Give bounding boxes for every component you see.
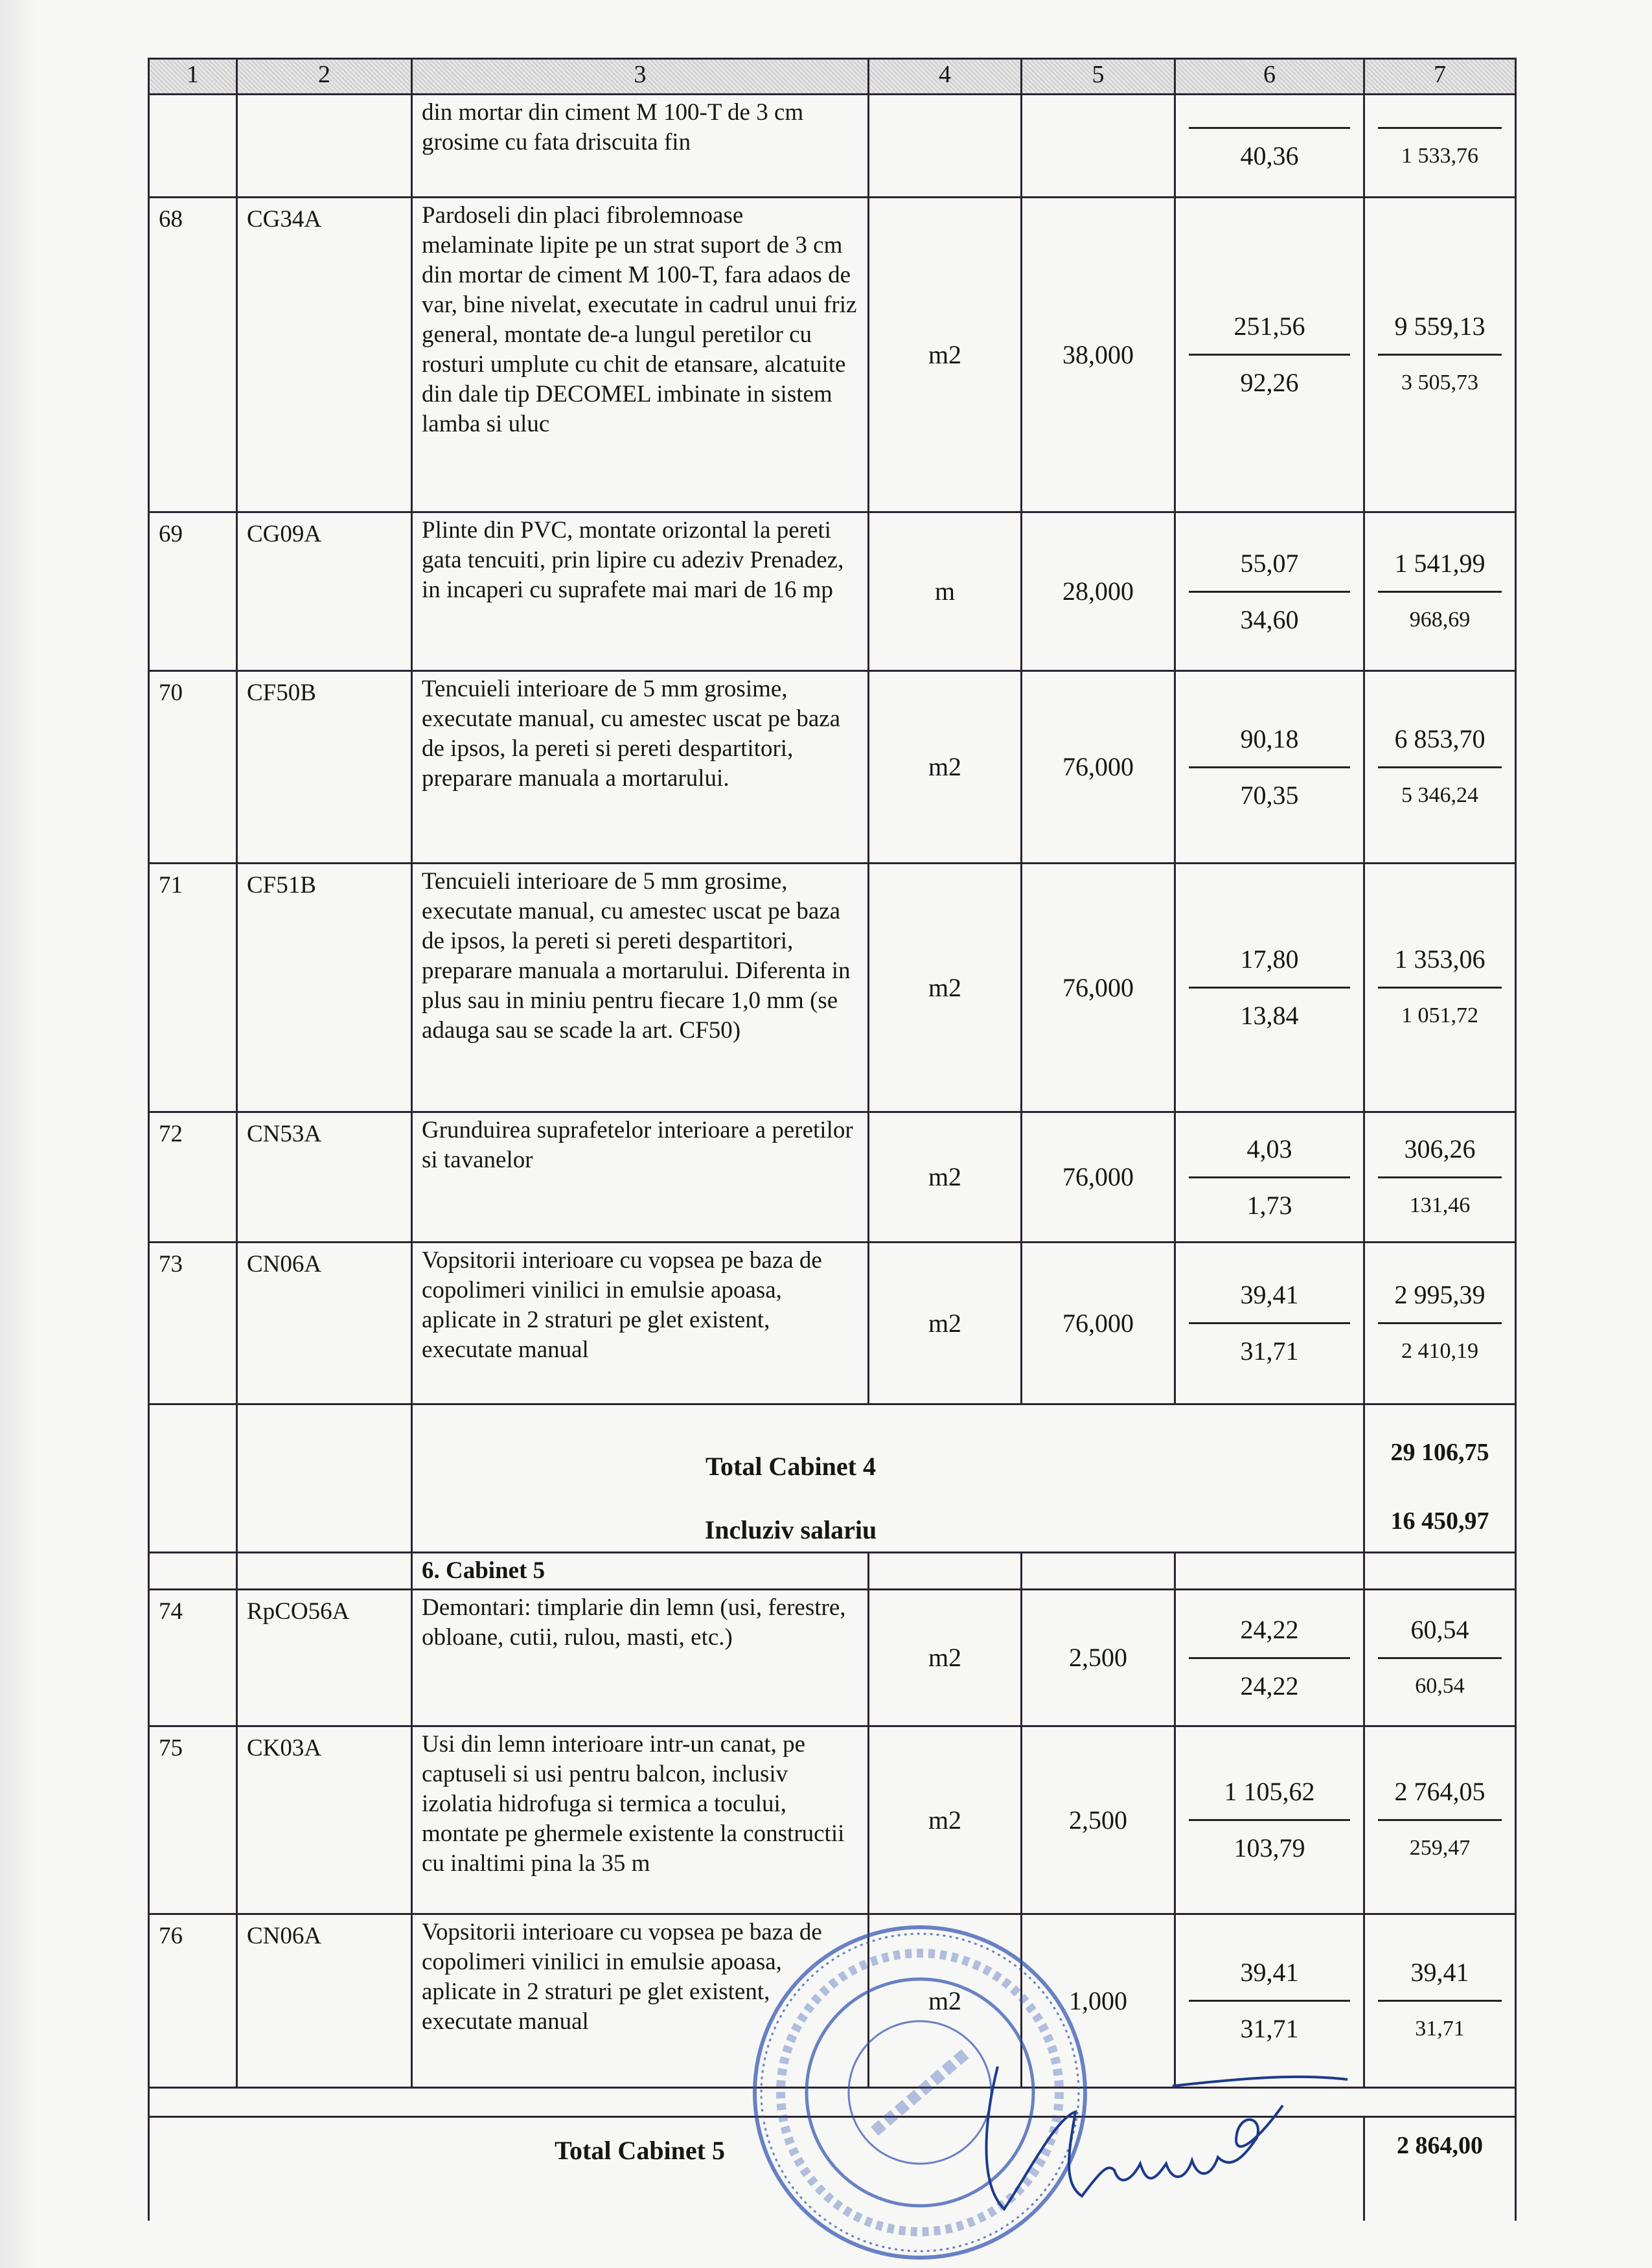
table-row	[149, 95, 1516, 198]
item-code: CF50B	[237, 671, 412, 864]
unit-price-cell	[1175, 95, 1364, 198]
fraction-line	[1378, 591, 1502, 593]
value-salary: 31,71	[1240, 2014, 1299, 2043]
fraction-line	[1378, 1819, 1502, 1821]
item-code: CG34A	[237, 198, 412, 512]
item-number: 69	[149, 512, 237, 671]
value-salary: 34,60	[1240, 604, 1299, 634]
column-number: 4	[869, 59, 1022, 95]
item-unit: m2	[869, 671, 1022, 864]
value-total: 55,07	[1240, 548, 1299, 578]
item-description: din mortar din ciment M 100-T de 3 cm grosime cu fata driscuita fin	[412, 95, 869, 198]
section-title: 6. Cabinet 5	[412, 1553, 869, 1590]
value-salary: 13,84	[1240, 1001, 1299, 1030]
item-description: Pardoseli din placi fibrolemnoase melaminate lipite pe un strat suport de 3 cm din mortar de ciment M 100-T, fara adaos de var, bine nivelat, executate in cadrul unui friz general, montate de-a lungul peretilor cu rosturi umplute cu chit de etansare, alcatuite din dale tip DECOMEL imbinate in sistem lamba si uluc	[412, 198, 869, 512]
item-quantity: 76,000	[1022, 1112, 1175, 1243]
fraction-line	[1378, 987, 1502, 989]
total-cell	[1364, 198, 1516, 512]
value-total: 2 995,39	[1394, 1280, 1486, 1309]
fraction-line	[1189, 1819, 1350, 1821]
section-heading-row	[149, 1553, 1516, 1590]
table-row	[149, 1243, 1516, 1404]
item-number: 76	[149, 1914, 237, 2088]
item-code: CN06A	[237, 1914, 412, 2088]
fraction-line	[1189, 1657, 1350, 1659]
value-total: 251,56	[1233, 312, 1305, 341]
salary-value: 16 450,97	[1390, 1507, 1489, 1535]
item-quantity: 76,000	[1022, 671, 1175, 864]
item-quantity: 2,500	[1022, 1590, 1175, 1726]
value-total: 60,54	[1410, 1614, 1469, 1644]
value-salary: 1,73	[1246, 1190, 1292, 1220]
column-number: 6	[1175, 59, 1364, 95]
fraction-line	[1378, 1176, 1502, 1178]
value-salary: 31,71	[1415, 2017, 1465, 2041]
item-quantity: 76,000	[1022, 1243, 1175, 1404]
value-salary: 24,22	[1240, 1671, 1299, 1701]
item-number: 73	[149, 1243, 237, 1404]
value-total: 39,41	[1240, 1958, 1299, 1987]
value-salary: 131,46	[1409, 1193, 1471, 1217]
column-number: 1	[149, 59, 237, 95]
item-number: 71	[149, 864, 237, 1112]
total-cabinet-5-row	[149, 2117, 1516, 2221]
item-unit: m2	[869, 1590, 1022, 1726]
fraction-line	[1189, 591, 1350, 593]
fraction-line	[1189, 354, 1350, 356]
total-cell	[1364, 95, 1516, 198]
total-label: Total Cabinet 5	[554, 2136, 725, 2165]
unit-price-cell	[1175, 198, 1364, 512]
total-cell	[1364, 1243, 1516, 1404]
total-cabinet-4-row	[149, 1404, 1516, 1553]
fraction-line	[1189, 987, 1350, 989]
value-salary: 5 346,24	[1401, 783, 1478, 807]
fraction-line	[1189, 127, 1350, 129]
item-description: Vopsitorii interioare cu vopsea pe baza de copolimeri vinilici in emulsie apoasa, aplicate in 2 straturi pe glet existent, executate manual	[412, 1914, 869, 2088]
value-salary: 70,35	[1240, 780, 1299, 810]
unit-price-cell	[1175, 1112, 1364, 1243]
item-description: Tencuieli interioare de 5 mm grosime, executate manual, cu amestec uscat pe baza de ipsos, la pereti si pereti despartitori, preparare manuala a mortarului. Diferenta in plus sau in miniu pentru fiecare 1,0 mm (se adauga sau se scade la art. CF50)	[412, 864, 869, 1112]
value-total: 17,80	[1240, 945, 1299, 974]
item-code: CN53A	[237, 1112, 412, 1243]
item-description: Vopsitorii interioare cu vopsea pe baza de copolimeri vinilici in emulsie apoasa, aplicate in 2 straturi pe glet existent, executate manual	[412, 1243, 869, 1404]
table-row	[149, 1914, 1516, 2088]
item-code: RpCO56A	[237, 1590, 412, 1726]
value-salary: 3 505,73	[1401, 371, 1478, 395]
unit-price-cell	[1175, 1914, 1364, 2088]
unit-price-cell	[1175, 1726, 1364, 1914]
fraction-line	[1378, 1657, 1502, 1659]
item-code: CK03A	[237, 1726, 412, 1914]
value-total: 90,18	[1240, 724, 1299, 753]
total-cell	[1364, 512, 1516, 671]
total-value: 29 106,75	[1390, 1439, 1489, 1466]
table-row	[149, 1590, 1516, 1726]
total-label: Total Cabinet 4	[705, 1452, 876, 1481]
value-salary: 31,71	[1240, 1336, 1299, 1366]
value-salary: 1 051,72	[1401, 1003, 1478, 1027]
item-description: Usi din lemn interioare intr-un canat, pe captuseli si usi pentru balcon, inclusiv izolatia hidrofuga si termica a tocului, montate pe ghermele existente la constructii cu inaltimi pina la 35 m	[412, 1726, 869, 1914]
value-salary: 92,26	[1240, 368, 1299, 397]
item-quantity: 38,000	[1022, 198, 1175, 512]
column-number: 5	[1022, 59, 1175, 95]
unit-price-cell	[1175, 864, 1364, 1112]
column-number-row	[149, 59, 1516, 95]
total-cell	[1364, 1112, 1516, 1243]
item-unit: m2	[869, 198, 1022, 512]
item-unit: m2	[869, 1243, 1022, 1404]
total-cell	[1364, 1914, 1516, 2088]
estimate-table	[148, 58, 1517, 2221]
spacer-row	[149, 2088, 1516, 2117]
value-salary: 40,36	[1240, 141, 1299, 170]
item-quantity: 1,000	[1022, 1914, 1175, 2088]
value-salary: 103,79	[1233, 1833, 1305, 1862]
item-unit: m2	[869, 864, 1022, 1112]
item-description: Grunduirea suprafetelor interioare a peretilor si tavanelor	[412, 1112, 869, 1243]
value-total: 1 105,62	[1224, 1777, 1315, 1806]
page-fold-shadow	[0, 0, 39, 2268]
item-code: CG09A	[237, 512, 412, 671]
value-total: 1 541,99	[1394, 548, 1486, 578]
item-unit: m2	[869, 1914, 1022, 2088]
item-description: Plinte din PVC, montate orizontal la pereti gata tencuiti, prin lipire cu adeziv Prenadez, in incaperi cu suprafete mai mari de 16 mp	[412, 512, 869, 671]
value-salary: 1 533,76	[1401, 143, 1478, 168]
fraction-line	[1378, 1322, 1502, 1324]
item-quantity: 28,000	[1022, 512, 1175, 671]
value-total: 1 353,06	[1394, 945, 1486, 974]
table-row	[149, 1112, 1516, 1243]
value-total: 6 853,70	[1394, 724, 1486, 753]
fraction-line	[1378, 766, 1502, 768]
total-cell	[1364, 864, 1516, 1112]
item-quantity: 76,000	[1022, 864, 1175, 1112]
value-total: 39,41	[1240, 1280, 1299, 1309]
fraction-line	[1189, 766, 1350, 768]
unit-price-cell	[1175, 1243, 1364, 1404]
unit-price-cell	[1175, 1590, 1364, 1726]
value-total: 9 559,13	[1394, 312, 1486, 341]
total-cell	[1364, 671, 1516, 864]
item-number: 70	[149, 671, 237, 864]
item-description: Demontari: timplarie din lemn (usi, ferestre, obloane, cutii, rulou, masti, etc.)	[412, 1590, 869, 1726]
fraction-line	[1189, 2000, 1350, 2002]
table-row	[149, 1726, 1516, 1914]
value-total: 24,22	[1240, 1614, 1299, 1644]
total-value: 2 864,00	[1397, 2132, 1483, 2159]
item-description: Tencuieli interioare de 5 mm grosime, executate manual, cu amestec uscat pe baza de ipsos, la pereti si pereti despartitori, preparare manuala a mortarului.	[412, 671, 869, 864]
value-total: 4,03	[1246, 1134, 1292, 1163]
column-number: 2	[237, 59, 412, 95]
value-total: 306,26	[1404, 1134, 1476, 1163]
fraction-line	[1378, 2000, 1502, 2002]
unit-price-cell	[1175, 512, 1364, 671]
value-salary: 259,47	[1409, 1836, 1471, 1860]
item-unit: m2	[869, 1112, 1022, 1243]
item-number: 72	[149, 1112, 237, 1243]
fraction-line	[1189, 1322, 1350, 1324]
salary-label: Incluziv salariu	[704, 1515, 877, 1544]
fraction-line	[1378, 127, 1502, 129]
value-total: 39,41	[1410, 1958, 1469, 1987]
total-cell	[1364, 1590, 1516, 1726]
item-unit: m	[869, 512, 1022, 671]
item-code: CN06A	[237, 1243, 412, 1404]
total-cell	[1364, 1726, 1516, 1914]
item-number: 74	[149, 1590, 237, 1726]
value-total: 2 764,05	[1394, 1777, 1486, 1806]
value-salary: 2 410,19	[1401, 1339, 1478, 1363]
item-number: 75	[149, 1726, 237, 1914]
table-row	[149, 512, 1516, 671]
fraction-line	[1189, 1176, 1350, 1178]
item-number: 68	[149, 198, 237, 512]
item-unit: m2	[869, 1726, 1022, 1914]
item-code: CF51B	[237, 864, 412, 1112]
table-row	[149, 864, 1516, 1112]
table-row	[149, 198, 1516, 512]
item-quantity: 2,500	[1022, 1726, 1175, 1914]
unit-price-cell	[1175, 671, 1364, 864]
value-salary: 60,54	[1415, 1673, 1465, 1698]
column-number: 7	[1364, 59, 1516, 95]
value-salary: 968,69	[1409, 607, 1471, 632]
fraction-line	[1378, 354, 1502, 356]
column-number: 3	[412, 59, 869, 95]
table-row	[149, 671, 1516, 864]
